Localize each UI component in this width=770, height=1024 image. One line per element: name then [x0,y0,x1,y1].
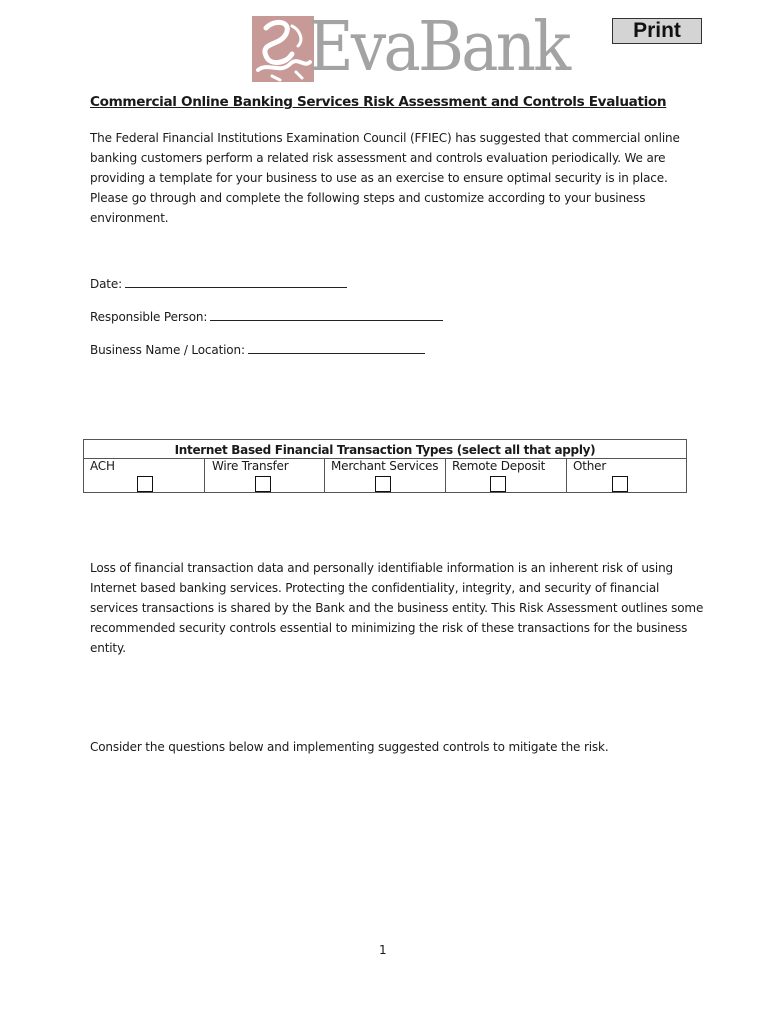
tx-cell-remote-deposit [446,458,567,493]
business-name-label: Business Name / Location: [90,343,245,357]
responsible-person-input-line[interactable] [210,310,443,321]
document-title: Commercial Online Banking Services Risk Assessment and Controls Evaluation [90,94,667,110]
print-button[interactable]: Print [612,18,702,44]
tx-label-merchant-services: Merchant Services [331,459,439,473]
tx-cell-wire-transfer [205,458,325,493]
page-number: 1 [379,943,387,957]
risk-line: Loss of financial transaction data and personally identifiable information is an inherent risk of using [90,561,673,575]
transaction-types-table [83,439,687,493]
date-input-line[interactable] [125,277,347,288]
risk-line: entity. [90,641,126,655]
consider-paragraph: Consider the questions below and implementing suggested controls to mitigate the risk. [90,740,609,754]
intro-line: Please go through and complete the following steps and customize according to your business [90,191,646,205]
risk-line: services transactions is shared by the Bank and the business entity. This Risk Assessment outlines some [90,601,704,615]
logo-mark-icon [252,16,314,82]
tx-label-wire-transfer: Wire Transfer [212,459,289,473]
evabank-logo [252,8,569,87]
responsible-person-field[interactable] [90,310,443,324]
intro-line: environment. [90,211,169,225]
tx-label-ach: ACH [90,459,115,473]
merchant-services-checkbox[interactable] [375,476,391,492]
date-field[interactable] [90,277,347,291]
business-name-field[interactable] [90,343,425,357]
intro-line: providing a template for your business to use as an exercise to ensure optimal security is in place. [90,171,668,185]
date-label: Date: [90,277,122,291]
logo-wordmark: EvaBank [308,8,569,87]
remote-deposit-checkbox[interactable] [490,476,506,492]
intro-paragraph [90,128,680,228]
tx-cell-ach [84,458,205,493]
wire-transfer-checkbox[interactable] [255,476,271,492]
tx-cell-merchant-services [325,458,446,493]
risk-line: Internet based banking services. Protecting the confidentiality, integrity, and security of financial [90,581,660,595]
risk-paragraph [90,558,704,658]
other-checkbox[interactable] [612,476,628,492]
responsible-person-label: Responsible Person: [90,310,208,324]
intro-line: banking customers perform a related risk assessment and controls evaluation periodically. We are [90,151,666,165]
ach-checkbox[interactable] [137,476,153,492]
intro-line: The Federal Financial Institutions Examination Council (FFIEC) has suggested that commercial online [90,131,680,145]
tx-label-remote-deposit: Remote Deposit [452,459,546,473]
risk-line: recommended security controls essential to minimizing the risk of these transactions for the business [90,621,688,635]
transaction-types-header: Internet Based Financial Transaction Types (select all that apply) [84,440,686,459]
business-name-input-line[interactable] [248,343,425,354]
tx-label-other: Other [573,459,607,473]
tx-cell-other [567,458,686,493]
